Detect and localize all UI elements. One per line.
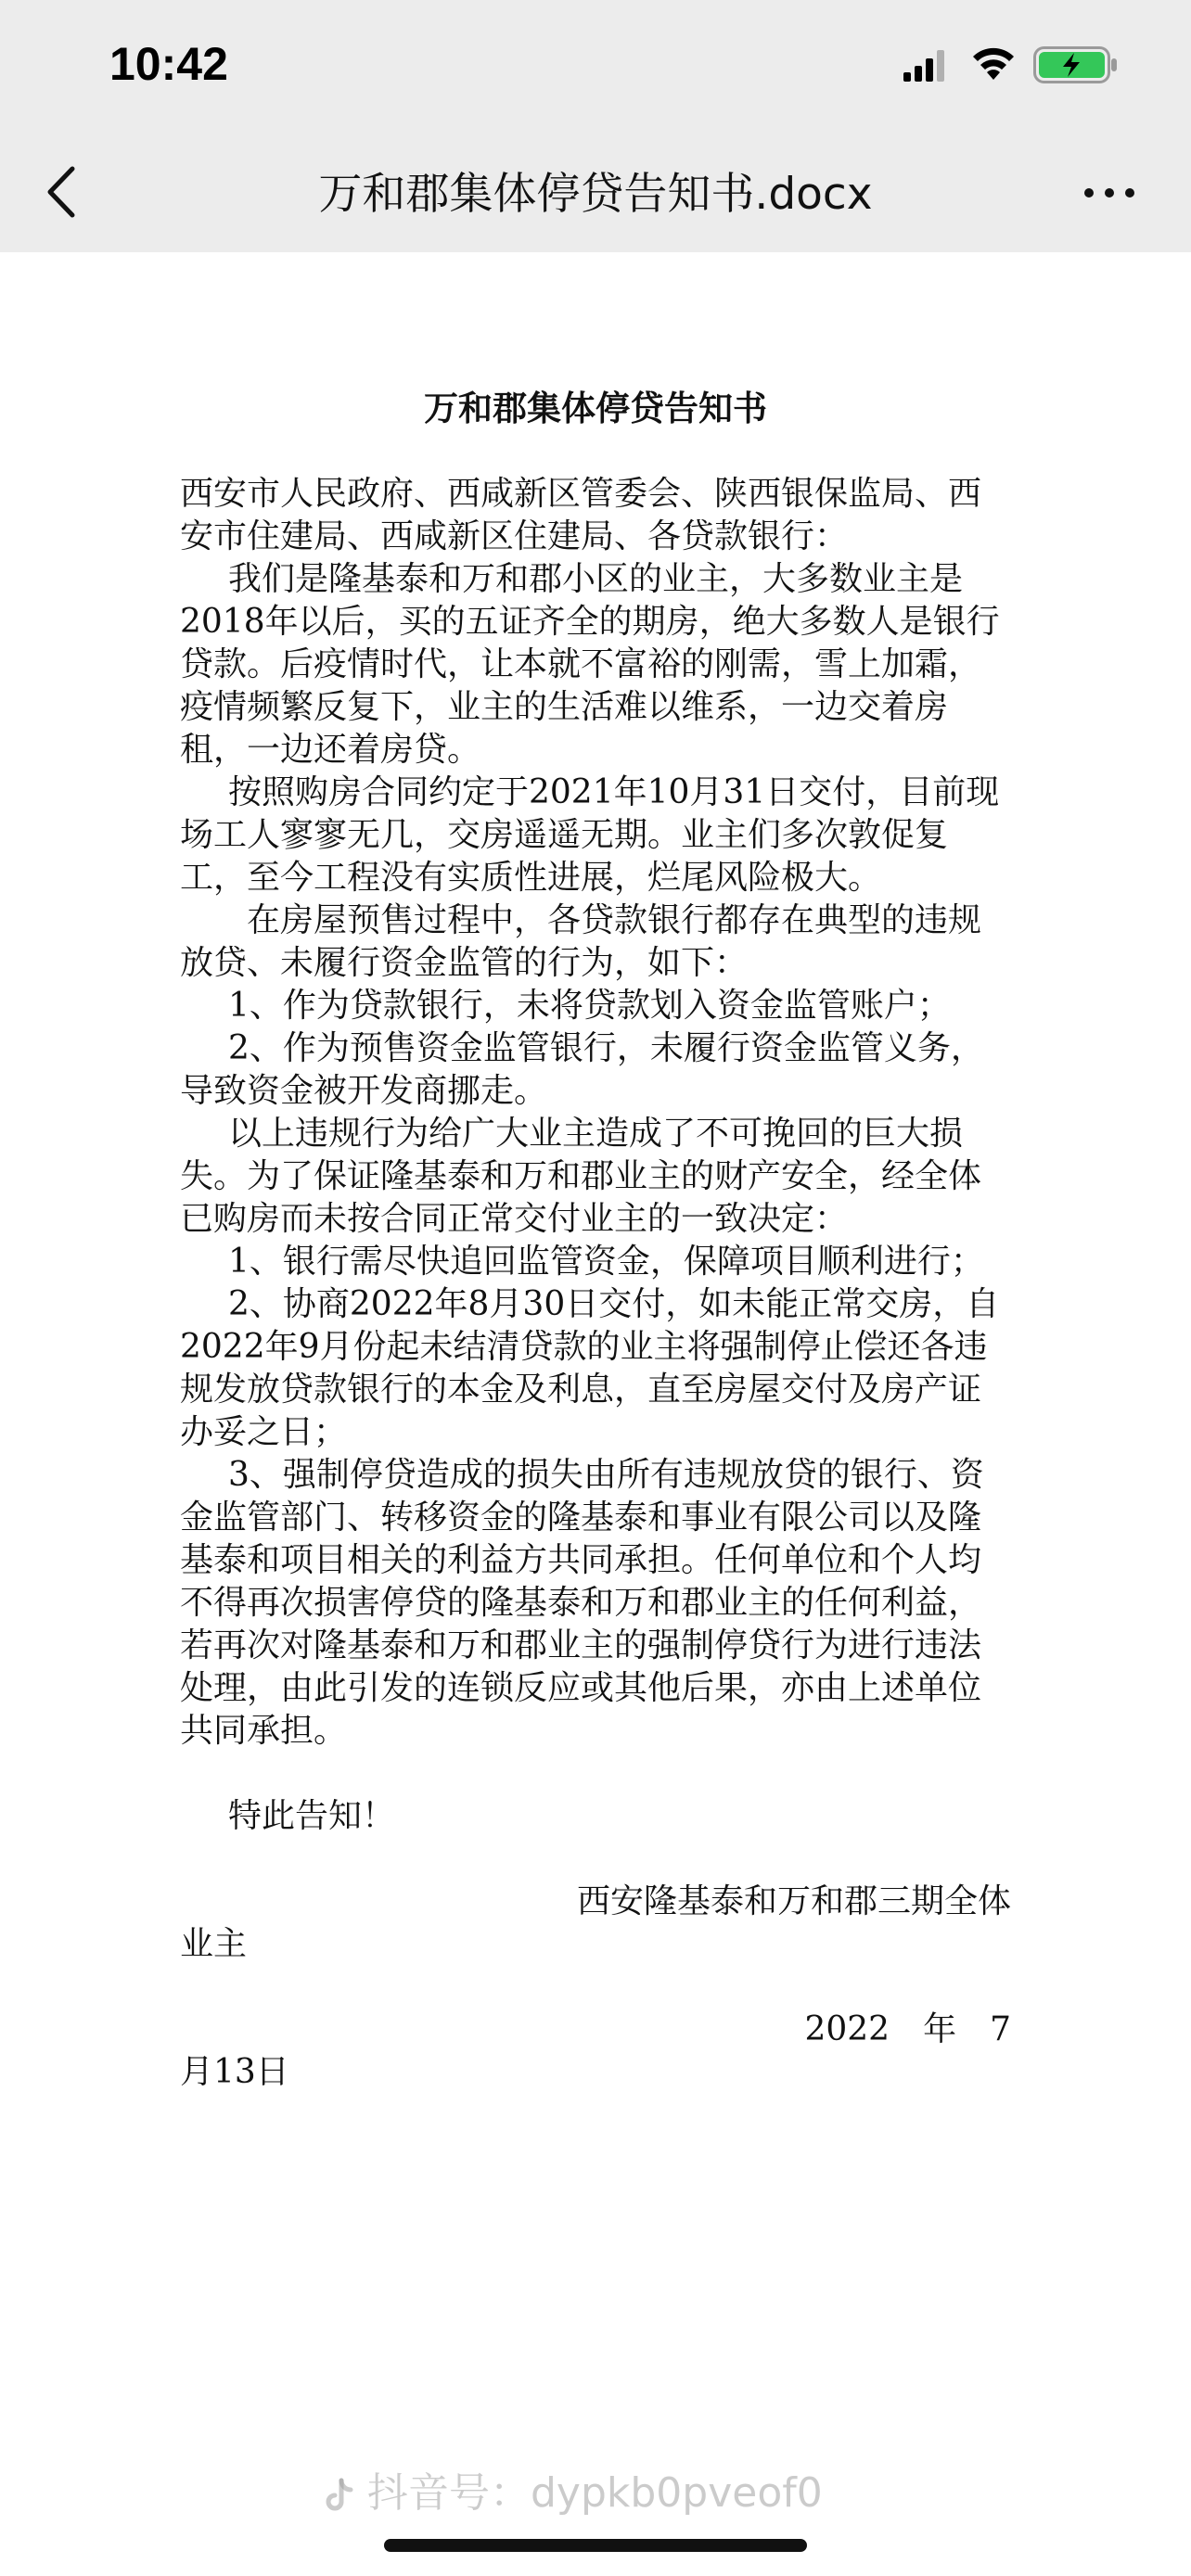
closing-line: 特此告知！ (228, 1797, 396, 1835)
paragraph-delivery-delay: 按照购房合同约定于2021年10月31日交付，目前现场工人寥寥无几，交房遥遥无期。业主们多次敦促复工，至今工程没有实质性进展，烂尾风险极大。 (180, 773, 1000, 897)
watermark-text: 抖音号：dypkb0pveof0 (367, 2469, 823, 2517)
paragraph-decision: 以上违规行为给广大业主造成了不可挽回的巨大损失。为了保证隆基泰和万和郡业主的财产安全，经全体已购房而未按合同正常交付业主的一致决定： (180, 1115, 982, 1238)
signature-line-2: 业主 (180, 1925, 248, 1963)
more-options-button[interactable] (1080, 176, 1139, 210)
signature-line-1: 西安隆基泰和万和郡三期全体 (576, 1882, 1011, 1920)
watermark (321, 2459, 823, 2519)
wifi-icon (970, 45, 1017, 82)
violation-item-1: 1、作为贷款银行，未将贷款划入资金监管账户； (228, 987, 951, 1025)
decision-item-1: 1、银行需尽快追回监管资金，保障项目顺利进行； (228, 1243, 984, 1281)
document-body (180, 388, 1011, 2094)
cellular-signal-icon (903, 50, 946, 82)
document-title-bar: 万和郡集体停贷告知书.docx (318, 169, 873, 220)
document-heading: 万和郡集体停贷告知书 (424, 389, 767, 428)
paragraph-bank-violations: 在房屋预售过程中，各贷款银行都存在典型的违规放贷、未履行资金监管的行为，如下： (180, 901, 982, 982)
date-line-2: 月13日 (180, 2053, 289, 2091)
status-time: 10:42 (109, 38, 228, 90)
decision-item-2: 2、协商2022年8月30日交付，如未能正常交房，自2022年9月份起未结清贷款的业主将强制停止偿还各违规发放贷款银行的本金及利息，直至房屋交付及房产证办妥之日； (180, 1285, 1000, 1451)
back-button[interactable] (35, 159, 91, 224)
addressee-paragraph: 西安市人民政府、西咸新区管委会、陕西银保监局、西安市住建局、西咸新区住建局、各贷款银行： (180, 475, 982, 555)
violation-item-2: 2、作为预售资金监管银行，未履行资金监管义务，导致资金被开发商挪走。 (180, 1029, 984, 1110)
tiktok-logo-icon (321, 2477, 358, 2514)
battery-charging-icon (1033, 46, 1119, 83)
paragraph-situation: 我们是隆基泰和万和郡小区的业主，大多数业主是2018年以后，买的五证齐全的期房，绝大多数人是银行贷款。后疫情时代，让本就不富裕的刚需，雪上加霜，疫情频繁反复下，业主的生活难以维系，一边交着房租，一边还着房贷。 (180, 560, 1000, 769)
top-bar (0, 0, 1191, 252)
date-line-1: 2022 年 7 (804, 2010, 1011, 2048)
decision-item-3: 3、强制停贷造成的损失由所有违规放贷的银行、资金监管部门、转移资金的隆基泰和事业有限公司以及隆基泰和项目相关的利益方共同承担。任何单位和个人均不得再次损害停贷的隆基泰和万和郡业主的任何利益，若再次对隆基泰和万和郡业主的强制停贷行为进行违法处理，由此引发的连锁反应或其他后果，亦由上述单位共同承担。 (180, 1456, 984, 1750)
home-indicator[interactable] (384, 2539, 807, 2552)
